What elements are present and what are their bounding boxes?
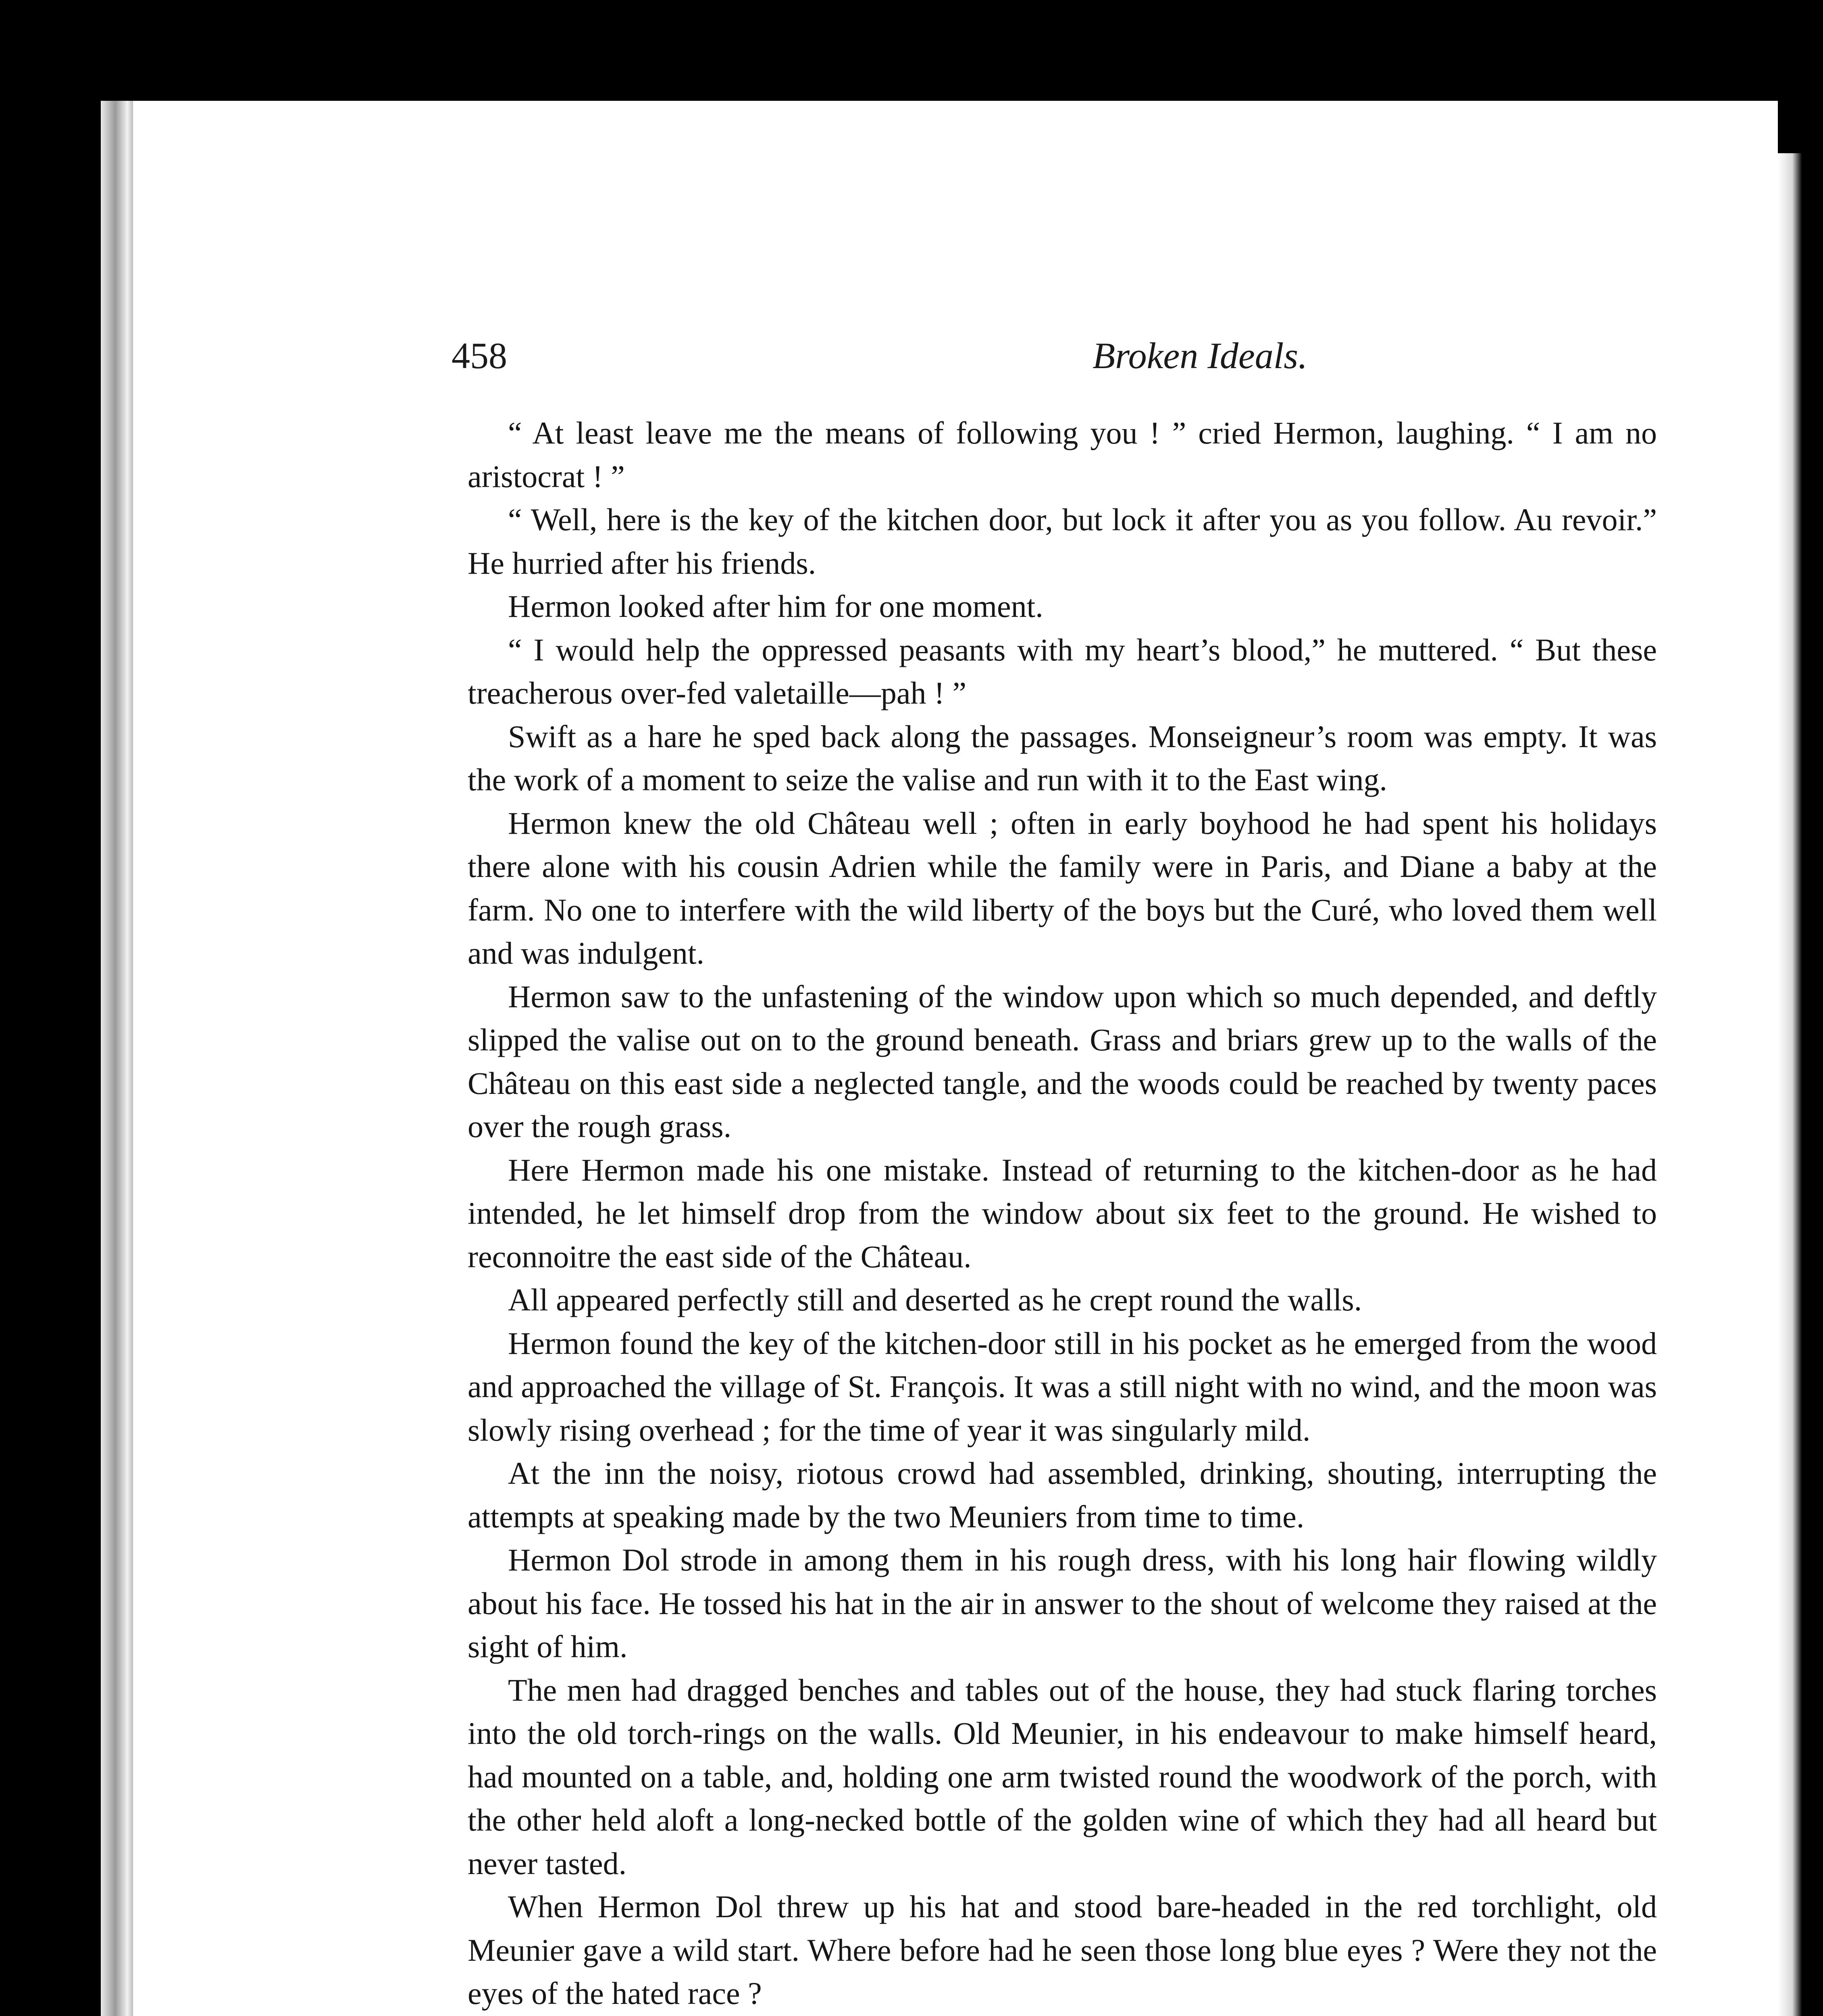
- paragraph: “ Well, here is the key of the kitchen door, but lock it after you as you follow. Au revoir.” He hurried after his friends.: [468, 502, 1657, 581]
- paragraph: Hermon saw to the unfastening of the window upon which so much depended, and deftly slipped the valise out on to the ground beneath. Grass and briars grew up to the walls of the Château on this east side a neglected tangle, and the woods could be reached by twenty paces over the rough grass.: [468, 979, 1657, 1144]
- paragraph: Swift as a hare he sped back along the passages. Monseigneur’s room was empty. It was the work of a moment to seize the valise and run with it to the East wing.: [468, 719, 1657, 797]
- paragraph: “ At least leave me the means of following you ! ” cried Hermon, laughing. “ I am no aristocrat ! ”: [468, 415, 1657, 494]
- running-title: Broken Ideals.: [1093, 335, 1308, 376]
- paragraph: The men had dragged benches and tables out of the house, they had stuck flaring torches into the old torch-rings on the walls. Old Meunier, in his endeavour to make himself heard, had mounted on a table, and, holding one arm twisted round the woodwork of the porch, with the other held aloft a long-necked bottle of the golden wine of which they had all heard but never tasted.: [468, 1672, 1657, 1881]
- paragraph: At the inn the noisy, riotous crowd had assembled, drinking, shouting, interrupting the attempts at speaking made by the two Meuniers from time to time.: [468, 1456, 1657, 1534]
- page-number: 458: [452, 335, 507, 376]
- paragraph: Hermon knew the old Château well ; often in early boyhood he had spent his holidays there alone with his cousin Adrien while the family were in Paris, and Diane a baby at the farm. No one to interfere with the wild liberty of the boys but the Curé, who loved them well and was indulgent.: [468, 805, 1657, 971]
- paragraph: Here Hermon made his one mistake. Instead of returning to the kitchen-door as he had intended, he let himself drop from the window about six feet to the ground. He wished to reconnoitre the east side of the Château.: [468, 1152, 1657, 1274]
- page-edge: [1778, 153, 1802, 2016]
- paragraph: Hermon looked after him for one moment.: [508, 589, 1043, 624]
- paragraph: “ I would help the oppressed peasants with my heart’s blood,” he muttered. “ But these treacherous over-fed valetaille—pah ! ”: [468, 632, 1657, 710]
- paragraph: When Hermon Dol threw up his hat and stood bare-headed in the red torchlight, old Meunier gave a wild start. Where before had he seen those long blue eyes ? Were they not the eyes of the hated race ?: [468, 1889, 1657, 2011]
- page-header: [318, 327, 1308, 384]
- paragraph: Hermon Dol strode in among them in his rough dress, with his long hair flowing wildly about his face. He tossed his hat in the air in answer to the shout of welcome they raised at the sight of him.: [468, 1542, 1657, 1664]
- body-text: [468, 411, 1657, 2016]
- paragraph: All appeared perfectly still and deserted as he crept round the walls.: [508, 1282, 1362, 1317]
- paragraph: Hermon found the key of the kitchen-door still in his pocket as he emerged from the wood and approached the village of St. François. It was a still night with no wind, and the moon was slowly rising overhead ; for the time of year it was singularly mild.: [468, 1325, 1657, 1447]
